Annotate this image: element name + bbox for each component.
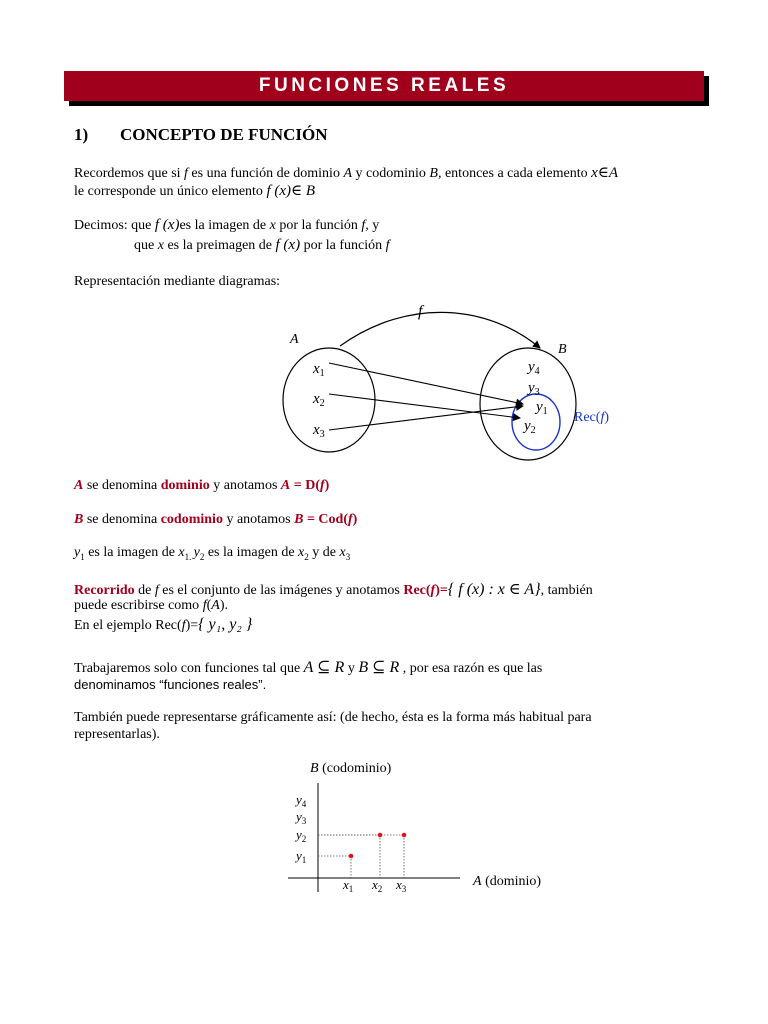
trabajaremos-line-1: Trabajaremos solo con funciones tal que A ⊆ R y B ⊆ R , por esa razón es que las <box>74 659 543 676</box>
function-graph <box>280 755 580 905</box>
x-tick-label-x3: $x_3$ <box>396 877 407 894</box>
y1-label: $y_1$ <box>536 399 548 417</box>
recorrido-line-1: Recorrido de f es el conjunto de las imágenes y anotamos Rec(f)={ f (x) : x ∈ A}, también <box>74 581 593 598</box>
section-title: CONCEPTO DE FUNCIÓN <box>120 125 328 144</box>
set-a-ellipse <box>283 348 375 452</box>
x-tick-label-x1: $x_1$ <box>343 877 354 894</box>
function-arc-arrow <box>340 312 540 348</box>
set-b-label: B <box>558 342 567 357</box>
decimos-line-2: que x es la preimagen de f (x) por la función f <box>134 237 390 253</box>
function-f-label: f <box>418 303 423 320</box>
codominio-line: B se denomina codominio y anotamos B = Cod(f) <box>74 512 358 527</box>
x-tick-label-x2: $x_2$ <box>372 877 383 894</box>
set-a-label: A <box>290 332 299 347</box>
x3-label: $x_3$ <box>313 422 325 440</box>
intro-line-1: Recordemos que si f es una función de dominio A y codominio B, entonces a cada elemento x∈A <box>74 165 619 181</box>
representacion-text: Representación mediante diagramas: <box>74 274 281 289</box>
page-title: FUNCIONES REALES <box>64 71 704 101</box>
x-axis-label: A (dominio) <box>473 874 542 889</box>
imagen-line: $y_1$ es la imagen de $x_{1.}$ $y_2$ es la imagen de $x_2$ y de $x_3$ <box>74 545 351 562</box>
x1-label: $x_1$ <box>313 361 325 379</box>
decimos-line-1: Decimos: que f (x)es la imagen de x por la función f, y <box>74 217 380 233</box>
data-point-x2-y2 <box>378 833 383 838</box>
mapping-arrow-x3 <box>329 406 523 430</box>
data-point-x3-y2 <box>402 833 407 838</box>
y-tick-label-y1: $y_1$ <box>296 848 307 865</box>
intro-line-2: le corresponde un único elemento f (x)∈ B <box>74 183 316 199</box>
y-tick-label-y3: $y_3$ <box>296 809 307 826</box>
y3-label: $y_3$ <box>528 380 540 398</box>
tambien-line-1: También puede representarse gráficamente así: (de hecho, ésta es la forma más habitual para <box>74 710 592 725</box>
set-diagram <box>270 296 630 466</box>
recorrido-line-2: puede escribirse como f(A). <box>74 598 228 613</box>
recorrido-line-3: En el ejemplo Rec(f)={ y₁, y₂ } <box>74 616 253 633</box>
dominio-line: A se denomina dominio y anotamos A = D(f) <box>74 478 330 493</box>
trabajaremos-line-2: denominamos “funciones reales”. <box>74 677 267 692</box>
y-tick-label-y4: $y_4$ <box>296 792 307 809</box>
y2-label: $y_2$ <box>524 418 536 436</box>
section-number: 1) <box>74 125 89 144</box>
rec-label: Rec(f) <box>574 410 609 425</box>
tambien-line-2: representarlas). <box>74 727 160 742</box>
x2-label: $x_2$ <box>313 391 325 409</box>
y-axis-label: B (codominio) <box>310 761 392 776</box>
y-tick-label-y2: $y_2$ <box>296 827 307 844</box>
y4-label: $y_4$ <box>528 359 540 377</box>
data-point-x1-y1 <box>349 854 354 859</box>
